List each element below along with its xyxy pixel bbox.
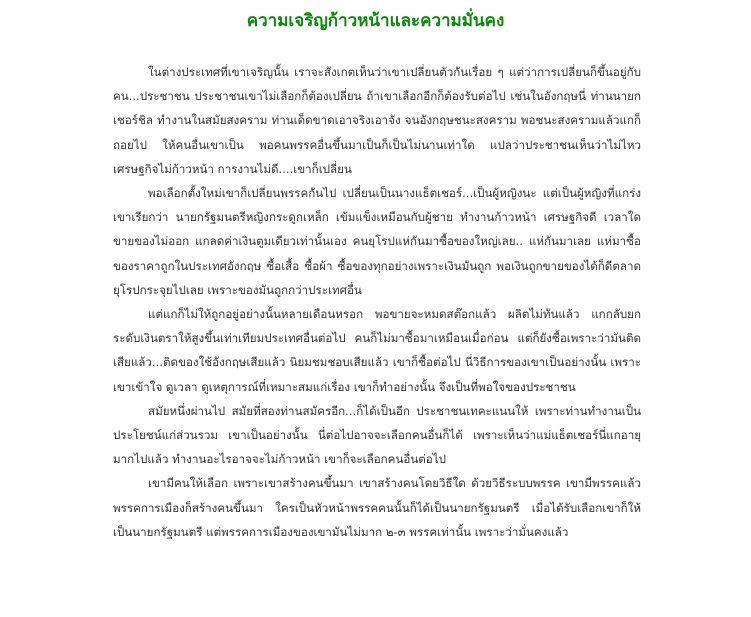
paragraph-2: พอเลือกตั้งใหม่เขาก็เปลี่ยนพรรคกันไป เปลี่ยนเป็นนางแธ็ตเชอร์...เป็นผู้หญิงนะ แต่เป็นผู้หญิงที่แกร่ง เขาเรียกว่า นายกรัฐมนตรีหญิงกระดูกเหล็ก เข้มแข็งเหมือนกับผู้ชาย ทำงานก้าวหน้า เศรษฐกิจดี เวลาใดขายของไม่ออก แกลดค่าเงินตูมเดียวเท่านั้นเอง คนยุโรปแห่กันมาซื้อของใหญ่เลย.. แห่กันมาเลย แห่มาซื้อของราคาถูกในประเทศอังกฤษ ซื้อเสื้อ ซื้อผ้า ซื้อของทุกอย่างเพราะเงินมันถูก พอเงินถูกขายของได้ก็ดีตลาดยุโรปกระจุยไปเลย เพราะของมันถูกกว่าประเทศอื่น bbox=[113, 186, 641, 297]
article-body bbox=[113, 60, 641, 544]
paragraph-4: สมัยหนึ่งผ่านไป สมัยที่สองท่านสมัครอีก...ก็ได้เป็นอีก ประชาชนเทคะแนนให้ เพราะท่านทำงานเป็นประโยชน์แก่ส่วนรวม เขาเป็นอย่างนั้น นี่ต่อไปอาจจะเลือกคนอื่นก็ได้ เพราะเห็นว่าแม่แธ็ตเชอร์นี่แกอายุมากไปแล้ว ทำงานอะไรอาจจะไม่ก้าวหน้า เขาก็จะเลือกคนอื่นต่อไป bbox=[113, 403, 641, 467]
paragraph-5: เขามีคนให้เลือก เพราะเขาสร้างคนขึ้นมา เขาสร้างคนโดยวิธีใด ด้วยวิธีระบบพรรค เขามีพรรคแล้วพรรคการเมืองก็สร้างคนขึ้นมา ใครเป็นหัวหน้าพรรคคนนั้นก็ได้เป็นนายกรัฐมนตรี เมื่อได้รับเลือกเขาก็ให้เป็นนายกรัฐมนตรี แต่พรรคการเมืองของเขามันไม่มาก ๒-๓ พรรคเท่านั้น เพราะว่ามั่นคงแล้ว bbox=[113, 476, 641, 539]
paragraph-3: แต่แกก็ไม่ให้ถูกอยู่อย่างนั้นหลายเดือนหรอก พอขายจะหมดสต๊อกแล้ว ผลิตไม่ทันแล้ว แกกลับยกระดับเงินตราให้สูงขึ้นเท่าเทียมประเทศอื่นต่อไป คนก็ไม่มาซื้อมาเหมือนเมื่อก่อน แต่ก็ยังซื้อเพราะว่ามันติดเสียแล้ว...ติดของใช้อังกฤษเสียแล้ว นิยมชมชอบเสียแล้ว เขาก็ซื้อต่อไป นี่วิธีการของเขาเป็นอย่างนั้น เพราะเขาเข้าใจ ดูเวลา ดูเหตุการณ์ที่เหมาะสมแก่เรื่อง เขาก็ทำอย่างนั้น จึงเป็นที่พอใจของประชาชน bbox=[113, 307, 641, 394]
page-title: ความเจริญก้าวหน้าและความมั่นคง bbox=[246, 11, 505, 31]
paragraph-1: ในต่างประเทศที่เขาเจริญนั้น เราจะสังเกตเห็นว่าเขาเปลี่ยนตัวกันเรื่อย ๆ แต่ว่าการเปลี่ยนก็ขึ้นอยู่กับคน...ประชาชน ประชาชนเขาไม่เลือกก็ต้องเปลี่ยน ถ้าเขาเลือกอีกก็ต้องรับต่อไป เช่นในอังกฤษนี่ ท่านนายกเชอร์ชิล ทำงานในสมัยสงคราม ท่านเด็ดขาดเอาจริงเอาจัง จนอังกฤษชนะสงคราม พอชนะสงครามแล้วแกก็ถอยไป ให้คนอื่นเขาเป็น พอคนพรรคอื่นขึ้นมาเป็นก็เป็นไม่นานเท่าใด แปลว่าประชาชนเห็นว่าไม่ไหว เศรษฐกิจไม่ก้าวหน้า การงานไม่ดี....เขาก็เปลี่ยน bbox=[113, 65, 641, 176]
